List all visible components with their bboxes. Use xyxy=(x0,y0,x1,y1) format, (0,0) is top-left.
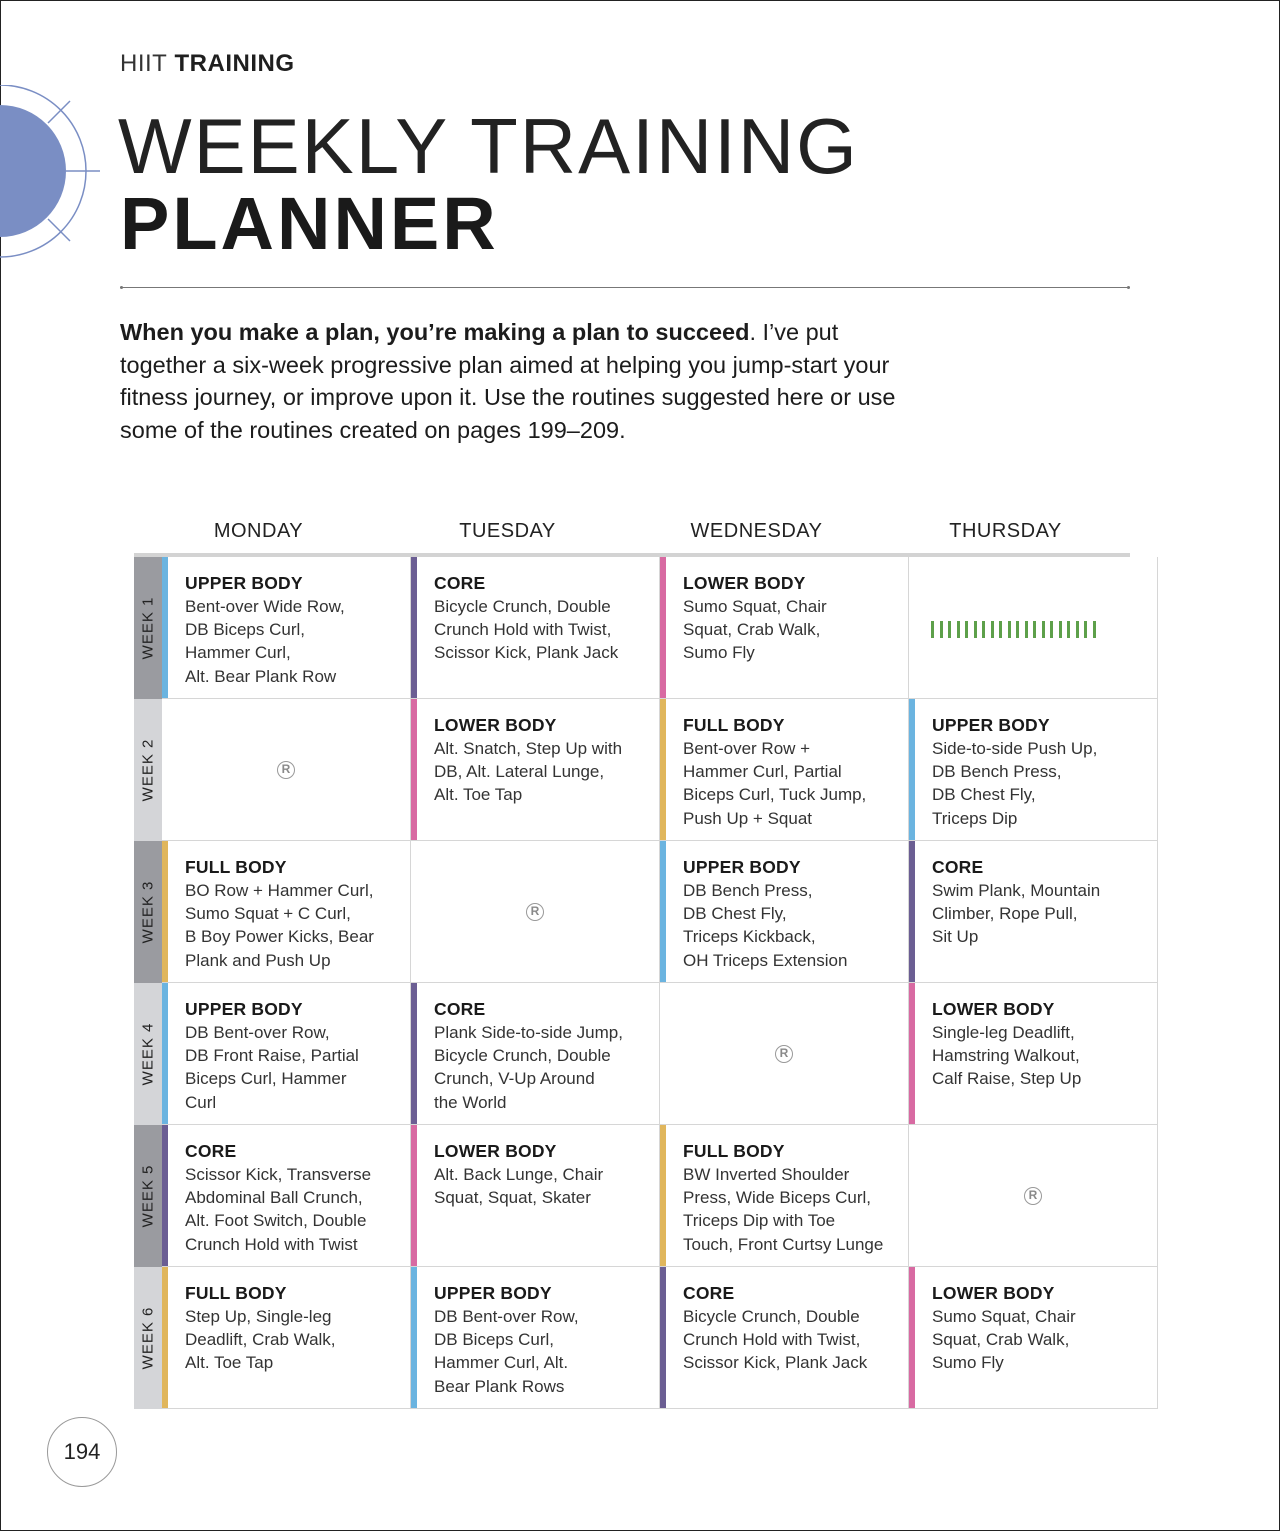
workout-title: LOWER BODY xyxy=(434,1141,557,1161)
workout-text xyxy=(683,856,902,972)
planner-cell xyxy=(909,1125,1158,1267)
week-label: WEEK 4 xyxy=(139,1022,157,1086)
workout-exercise-line: Squat, Squat, Skater xyxy=(434,1188,591,1208)
category-color-bar xyxy=(909,699,915,840)
workout-title: UPPER BODY xyxy=(185,573,303,593)
week-label-tab xyxy=(134,1267,162,1409)
workout-exercise-line: DB Bench Press, xyxy=(932,762,1062,782)
workout-title: CORE xyxy=(434,999,486,1019)
workout-text xyxy=(683,1140,902,1256)
page-number: 194 xyxy=(47,1417,117,1487)
rest-day-icon: R xyxy=(277,761,295,779)
workout-exercise-line: BO Row + Hammer Curl, xyxy=(185,881,374,900)
workout-exercise-line: Sit Up xyxy=(932,927,979,947)
day-header-thursday: THURSDAY xyxy=(949,520,1062,542)
workout-exercise-line: Climber, Rope Pull, xyxy=(932,904,1078,924)
workout-title: LOWER BODY xyxy=(434,715,557,735)
workout-exercise-line: Bicycle Crunch, Double xyxy=(434,1046,611,1066)
planner-cell xyxy=(660,841,909,983)
workout-exercise-line: Calf Raise, Step Up xyxy=(932,1069,1082,1089)
workout-exercise-line: Sumo Squat, Chair xyxy=(683,597,827,616)
week-label: WEEK 1 xyxy=(139,596,157,660)
planner-cell xyxy=(660,983,909,1125)
workout-exercise-line: DB Bent-over Row, xyxy=(185,1023,330,1042)
workout-exercise-line: Scissor Kick, Transverse xyxy=(185,1165,372,1184)
workout-exercise-line: Swim Plank, Mountain xyxy=(932,881,1101,900)
planner-cell xyxy=(660,557,909,699)
workout-text xyxy=(434,714,653,807)
category-color-bar xyxy=(411,983,417,1124)
workout-title: LOWER BODY xyxy=(932,1283,1055,1303)
workout-exercise-line: Scissor Kick, Plank Jack xyxy=(434,643,619,663)
tally-mark xyxy=(1084,621,1087,638)
tally-mark xyxy=(1076,621,1079,638)
planner-cell xyxy=(411,841,660,983)
workout-exercise-line: Alt. Foot Switch, Double xyxy=(185,1211,367,1231)
workout-exercise-line: Crunch Hold with Twist, xyxy=(683,1330,861,1350)
workout-exercise-line: Sumo Fly xyxy=(683,643,755,663)
workout-text xyxy=(185,1140,404,1256)
section-label-thin: HIIT xyxy=(120,50,168,77)
planner-cell xyxy=(660,699,909,841)
workout-exercise-line: Bicycle Crunch, Double xyxy=(683,1307,860,1326)
tally-mark xyxy=(982,621,985,638)
workout-title: CORE xyxy=(185,1141,237,1161)
category-color-bar xyxy=(162,1267,168,1408)
rest-day-icon: R xyxy=(1024,1187,1042,1205)
workout-exercise-line: Sumo Fly xyxy=(932,1353,1004,1373)
workout-exercise-line: Crunch Hold with Twist, xyxy=(434,620,612,640)
workout-exercise-line: Bear Plank Rows xyxy=(434,1376,565,1396)
category-color-bar xyxy=(660,1125,666,1266)
tally-mark xyxy=(1059,621,1062,638)
planner-cell xyxy=(162,983,411,1125)
workout-exercise-line: Triceps Dip with Toe xyxy=(683,1211,836,1231)
workout-exercise-line: Hammer Curl, xyxy=(185,643,291,663)
workout-exercise-line: Squat, Crab Walk, xyxy=(683,620,821,640)
rest-day-icon: R xyxy=(526,903,544,921)
planner-cell xyxy=(660,1267,909,1409)
intro-paragraph xyxy=(120,316,910,446)
category-color-bar xyxy=(660,841,666,982)
workout-exercise-line: Scissor Kick, Plank Jack xyxy=(683,1353,868,1373)
planner-cell xyxy=(162,841,411,983)
divider xyxy=(120,287,1130,288)
planner-cell xyxy=(909,983,1158,1125)
planner-cell xyxy=(411,699,660,841)
planner-cell xyxy=(411,983,660,1125)
workout-title: FULL BODY xyxy=(185,857,287,877)
workout-exercise-line: Bent-over Wide Row, xyxy=(185,597,345,616)
workout-title: LOWER BODY xyxy=(932,999,1055,1019)
workout-text xyxy=(932,998,1151,1091)
workout-text xyxy=(683,572,902,665)
workout-title: FULL BODY xyxy=(683,715,785,735)
planner-cell xyxy=(909,699,1158,841)
day-header-wednesday: WEDNESDAY xyxy=(690,520,823,542)
workout-exercise-line: BW Inverted Shoulder xyxy=(683,1165,850,1184)
workout-title: UPPER BODY xyxy=(932,715,1050,735)
workout-text xyxy=(932,856,1151,949)
planner-cell xyxy=(411,557,660,699)
workout-exercise-line: DB Biceps Curl, xyxy=(185,620,305,640)
day-header-row xyxy=(134,520,1130,552)
planner-cell xyxy=(909,841,1158,983)
day-header-tuesday: TUESDAY xyxy=(459,520,556,542)
workout-exercise-line: Side-to-side Push Up, xyxy=(932,739,1098,758)
tally-mark xyxy=(999,621,1002,638)
workout-exercise-line: DB Chest Fly, xyxy=(683,904,787,924)
tally-mark xyxy=(974,621,977,638)
category-color-bar xyxy=(162,1125,168,1266)
workout-exercise-line: Touch, Front Curtsy Lunge xyxy=(683,1234,884,1254)
workout-exercise-line: Single-leg Deadlift, xyxy=(932,1023,1075,1042)
workout-title: CORE xyxy=(683,1283,735,1303)
workout-exercise-line: DB Bent-over Row, xyxy=(434,1307,579,1326)
workout-exercise-line: Bent-over Row + xyxy=(683,739,811,758)
category-color-bar xyxy=(909,841,915,982)
category-color-bar xyxy=(411,557,417,698)
workout-exercise-line: OH Triceps Extension xyxy=(683,950,848,970)
workout-exercise-line: Alt. Bear Plank Row xyxy=(185,666,337,686)
category-color-bar xyxy=(411,699,417,840)
target-circle-icon xyxy=(0,85,100,265)
workout-text xyxy=(434,572,653,665)
workout-text xyxy=(434,1282,653,1398)
workout-exercise-line: DB, Alt. Lateral Lunge, xyxy=(434,762,605,782)
workout-text xyxy=(434,1140,653,1209)
workout-exercise-line: Alt. Back Lunge, Chair xyxy=(434,1165,604,1184)
intro-rest: . I’ve put together a six-week progressive plan aimed at helping you jump-start your fitness journey, or improve upon it. Use the routines suggested here or use some of the routines created on pages 199–209. xyxy=(120,319,896,443)
workout-exercise-line: Triceps Dip xyxy=(932,808,1018,828)
tally-mark xyxy=(940,621,943,638)
workout-text xyxy=(683,714,902,830)
workout-exercise-line: DB Bench Press, xyxy=(683,881,813,900)
workout-exercise-line: Biceps Curl, Hammer xyxy=(185,1069,347,1089)
workout-exercise-line: Abdominal Ball Crunch, xyxy=(185,1188,363,1208)
workout-exercise-line: Hammer Curl, Partial xyxy=(683,762,842,782)
workout-title: FULL BODY xyxy=(683,1141,785,1161)
category-color-bar xyxy=(411,1125,417,1266)
tally-mark xyxy=(1042,621,1045,638)
workout-exercise-line: Alt. Toe Tap xyxy=(434,785,523,805)
workout-exercise-line: Push Up + Squat xyxy=(683,808,813,828)
planner-cell xyxy=(909,557,1158,699)
workout-text xyxy=(932,1282,1151,1375)
workout-exercise-line: Step Up, Single-leg xyxy=(185,1307,332,1326)
workout-exercise-line: Squat, Crab Walk, xyxy=(932,1330,1070,1350)
category-color-bar xyxy=(660,1267,666,1408)
tally-mark xyxy=(948,621,951,638)
section-label xyxy=(120,50,295,78)
tally-mark xyxy=(957,621,960,638)
workout-exercise-line: DB Chest Fly, xyxy=(932,785,1036,805)
planner-cell xyxy=(411,1125,660,1267)
week-label-tab xyxy=(134,1125,162,1267)
planner-cell xyxy=(162,557,411,699)
planner-cell xyxy=(162,699,411,841)
workout-text xyxy=(932,714,1151,830)
tally-mark xyxy=(1067,621,1070,638)
workout-text xyxy=(185,572,404,688)
workout-exercise-line: Triceps Kickback, xyxy=(683,927,816,947)
category-color-bar xyxy=(162,841,168,982)
workout-title: CORE xyxy=(932,857,984,877)
workout-text xyxy=(185,856,404,972)
tally-mark xyxy=(1093,621,1096,638)
tally-mark xyxy=(931,621,934,638)
week-label-tab xyxy=(134,841,162,983)
workout-exercise-line: Crunch, V-Up Around xyxy=(434,1069,595,1089)
workout-exercise-line: Bicycle Crunch, Double xyxy=(434,597,611,616)
tally-mark xyxy=(1008,621,1011,638)
workout-title: UPPER BODY xyxy=(185,999,303,1019)
workout-title: LOWER BODY xyxy=(683,573,806,593)
tally-mark xyxy=(991,621,994,638)
workout-exercise-line: Plank Side-to-side Jump, xyxy=(434,1023,623,1042)
category-color-bar xyxy=(162,557,168,698)
workout-exercise-line: Curl xyxy=(185,1092,217,1112)
tally-mark xyxy=(1016,621,1019,638)
rest-day-icon: R xyxy=(775,1045,793,1063)
workout-title: CORE xyxy=(434,573,486,593)
workout-exercise-line: Press, Wide Biceps Curl, xyxy=(683,1188,871,1208)
page-title-line2: PLANNER xyxy=(120,182,499,265)
tally-mark xyxy=(1050,621,1053,638)
workout-text xyxy=(185,1282,404,1375)
workout-exercise-line: DB Front Raise, Partial xyxy=(185,1046,359,1066)
planner-cell xyxy=(411,1267,660,1409)
workout-exercise-line: Sumo Squat, Chair xyxy=(932,1307,1076,1326)
workout-title: UPPER BODY xyxy=(434,1283,552,1303)
tally-mark xyxy=(1033,621,1036,638)
workout-exercise-line: the World xyxy=(434,1092,507,1112)
workout-exercise-line: B Boy Power Kicks, Bear xyxy=(185,927,374,947)
workout-exercise-line: Plank and Push Up xyxy=(185,950,331,970)
week-label: WEEK 5 xyxy=(139,1164,157,1228)
category-color-bar xyxy=(909,983,915,1124)
category-color-bar xyxy=(660,699,666,840)
workout-text xyxy=(185,998,404,1114)
workout-title: FULL BODY xyxy=(185,1283,287,1303)
tally-mark xyxy=(1025,621,1028,638)
week-label: WEEK 6 xyxy=(139,1306,157,1370)
category-color-bar xyxy=(660,557,666,698)
workout-text xyxy=(434,998,653,1114)
week-label-tab xyxy=(134,699,162,841)
page-title-line1: WEEKLY TRAINING xyxy=(118,102,859,190)
planner-cell xyxy=(909,1267,1158,1409)
week-label-tab xyxy=(134,983,162,1125)
tally-mark xyxy=(965,621,968,638)
workout-exercise-line: Deadlift, Crab Walk, xyxy=(185,1330,336,1350)
workout-exercise-line: Biceps Curl, Tuck Jump, xyxy=(683,785,867,805)
workout-exercise-line: Hammer Curl, Alt. xyxy=(434,1353,569,1373)
day-header-monday: MONDAY xyxy=(213,520,304,542)
planner-grid xyxy=(134,557,1130,1413)
workout-exercise-line: DB Biceps Curl, xyxy=(434,1330,554,1350)
workout-text xyxy=(683,1282,902,1375)
workout-exercise-line: Sumo Squat + C Curl, xyxy=(185,904,351,924)
week-label: WEEK 3 xyxy=(139,880,157,944)
workout-exercise-line: Crunch Hold with Twist xyxy=(185,1234,358,1254)
workout-title: UPPER BODY xyxy=(683,857,801,877)
workout-exercise-line: Alt. Snatch, Step Up with xyxy=(434,739,623,758)
week-label-tab xyxy=(134,557,162,699)
category-color-bar xyxy=(411,1267,417,1408)
tally-marks xyxy=(931,621,1096,638)
section-label-bold: TRAINING xyxy=(174,50,295,77)
workout-exercise-line: Hamstring Walkout, xyxy=(932,1046,1080,1066)
intro-bold: When you make a plan, you’re making a plan to succeed xyxy=(120,319,750,345)
workout-exercise-line: Alt. Toe Tap xyxy=(185,1353,274,1373)
category-color-bar xyxy=(909,1267,915,1408)
planner-cell xyxy=(660,1125,909,1267)
planner-cell xyxy=(162,1125,411,1267)
planner-cell xyxy=(162,1267,411,1409)
week-label: WEEK 2 xyxy=(139,738,157,802)
category-color-bar xyxy=(162,983,168,1124)
